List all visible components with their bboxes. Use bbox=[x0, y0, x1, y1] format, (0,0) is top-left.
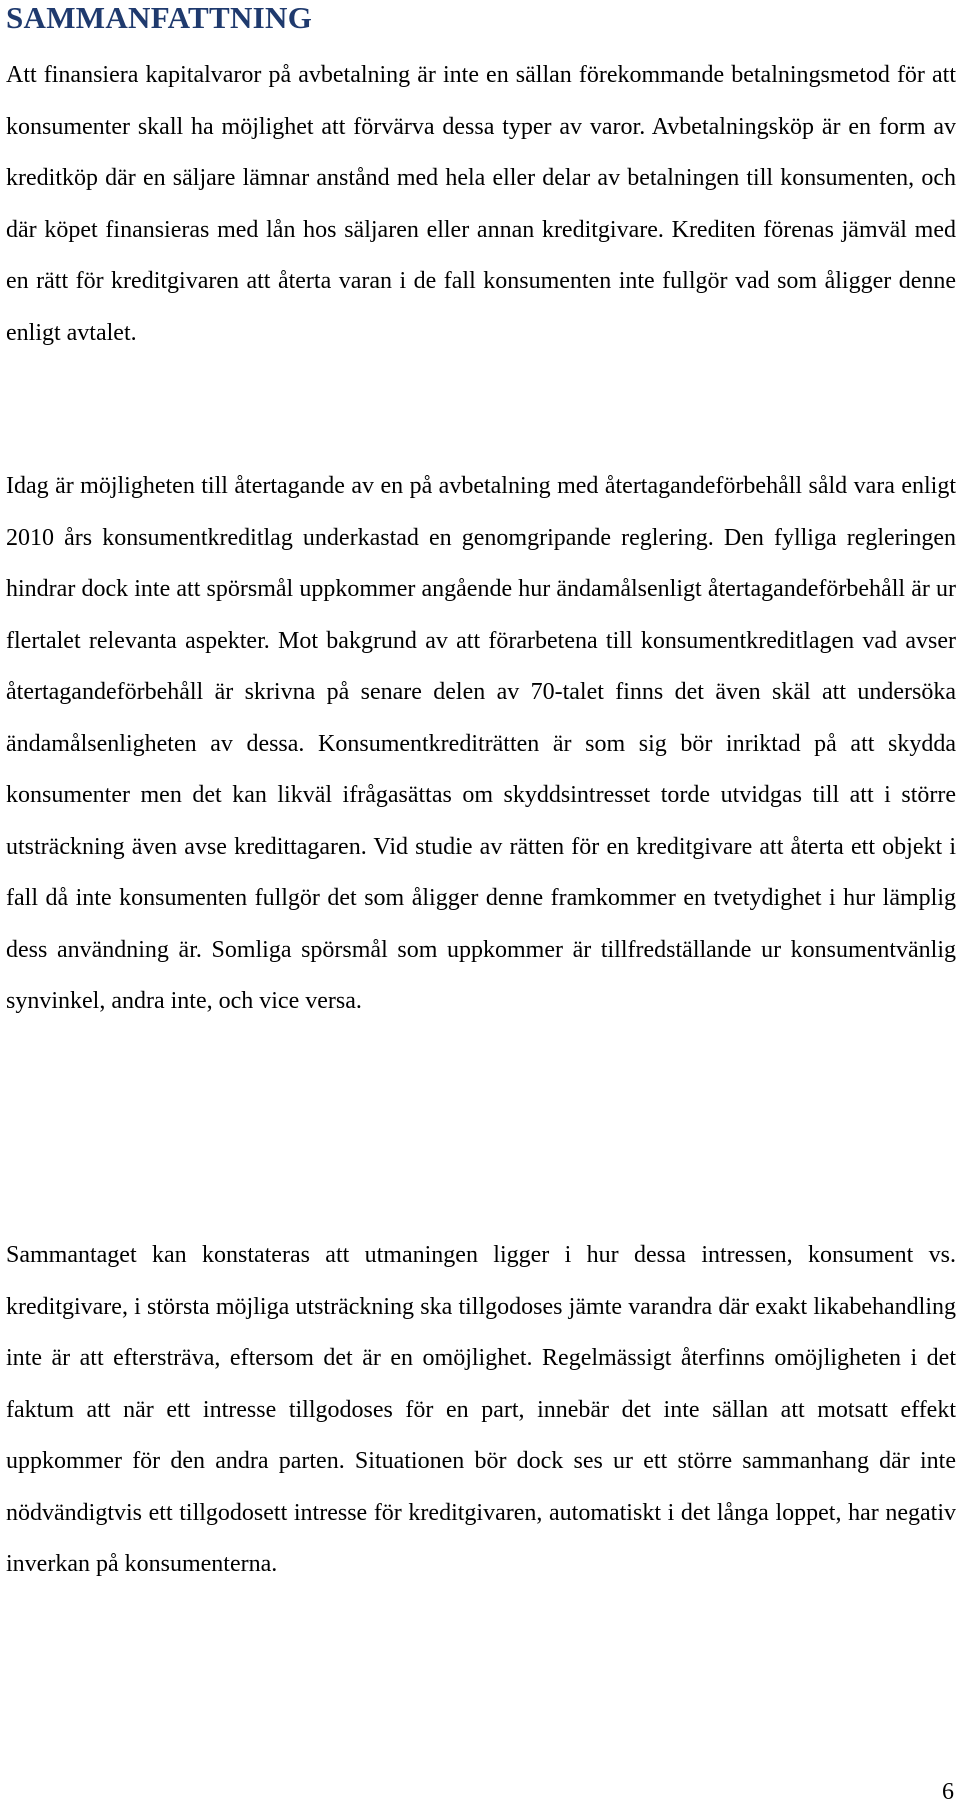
paragraph-regulation: Idag är möjligheten till återtagande av en på avbetalning med återtagandeförbehåll såld vara enligt 2010 års konsumentkreditlag underkastad en genomgripande reglering. Den fylliga regleringen hindrar dock inte att spörsmål uppkommer angående hur ändamålsenligt återtagandeförbehåll är ur flertalet relevanta aspekter. Mot bakgrund av att förarbetena till konsumentkreditlagen vad avser återtagandeförbehåll är skrivna på senare delen av 70-talet finns det även skäl att undersöka ändamålsenligheten av dessa. Konsumentkrediträtten är som sig bör inriktad på att skydda konsumenter men det kan likväl ifrågasättas om skyddsintresset torde utvidgas till att i större utsträckning även avse kredittagaren. Vid studie av rätten för en kreditgivare att återta ett objekt i fall då inte konsumenten fullgör det som åligger denne framkommer en tvetydighet i hur lämplig dess användning är. Somliga spörsmål som uppkommer är tillfredställande ur konsumentvänlig synvinkel, andra inte, och vice versa. bbox=[6, 473, 956, 1014]
page-number: 6 bbox=[942, 1779, 954, 1805]
paragraph-intro: Att finansiera kapitalvaror på avbetalning är inte en sällan förekommande betalningsmetod för att konsumenter skall ha möjlighet att förvärva dessa typer av varor. Avbetalningsköp är en form av kreditköp där en säljare lämnar anstånd med hela eller delar av betalningen till konsumenten, och där köpet finansieras med lån hos säljaren eller annan kreditgivare. Krediten förenas jämväl med en rätt för kreditgivaren att återta varan i de fall konsumenten inte fullgör vad som åligger denne enligt avtalet. bbox=[6, 62, 956, 346]
section-heading: SAMMANFATTNING bbox=[6, 0, 313, 35]
paragraph-conclusion: Sammantaget kan konstateras att utmaningen ligger i hur dessa intressen, konsument vs. kreditgivare, i största möjliga utsträckning ska tillgodoses jämte varandra där exakt likabehandling inte är att eftersträva, eftersom det är en omöjlighet. Regelmässigt återfinns omöjligheten i det faktum att när ett intresse tillgodoses för en part, innebär det inte sällan att motsatt effekt uppkommer för den andra parten. Situationen bör dock ses ur ett större sammanhang där inte nödvändigtvis ett tillgodosett intresse för kreditgivaren, automatiskt i det långa loppet, har negativ inverkan på konsumenterna. bbox=[6, 1242, 956, 1577]
document-page bbox=[6, 0, 956, 1819]
